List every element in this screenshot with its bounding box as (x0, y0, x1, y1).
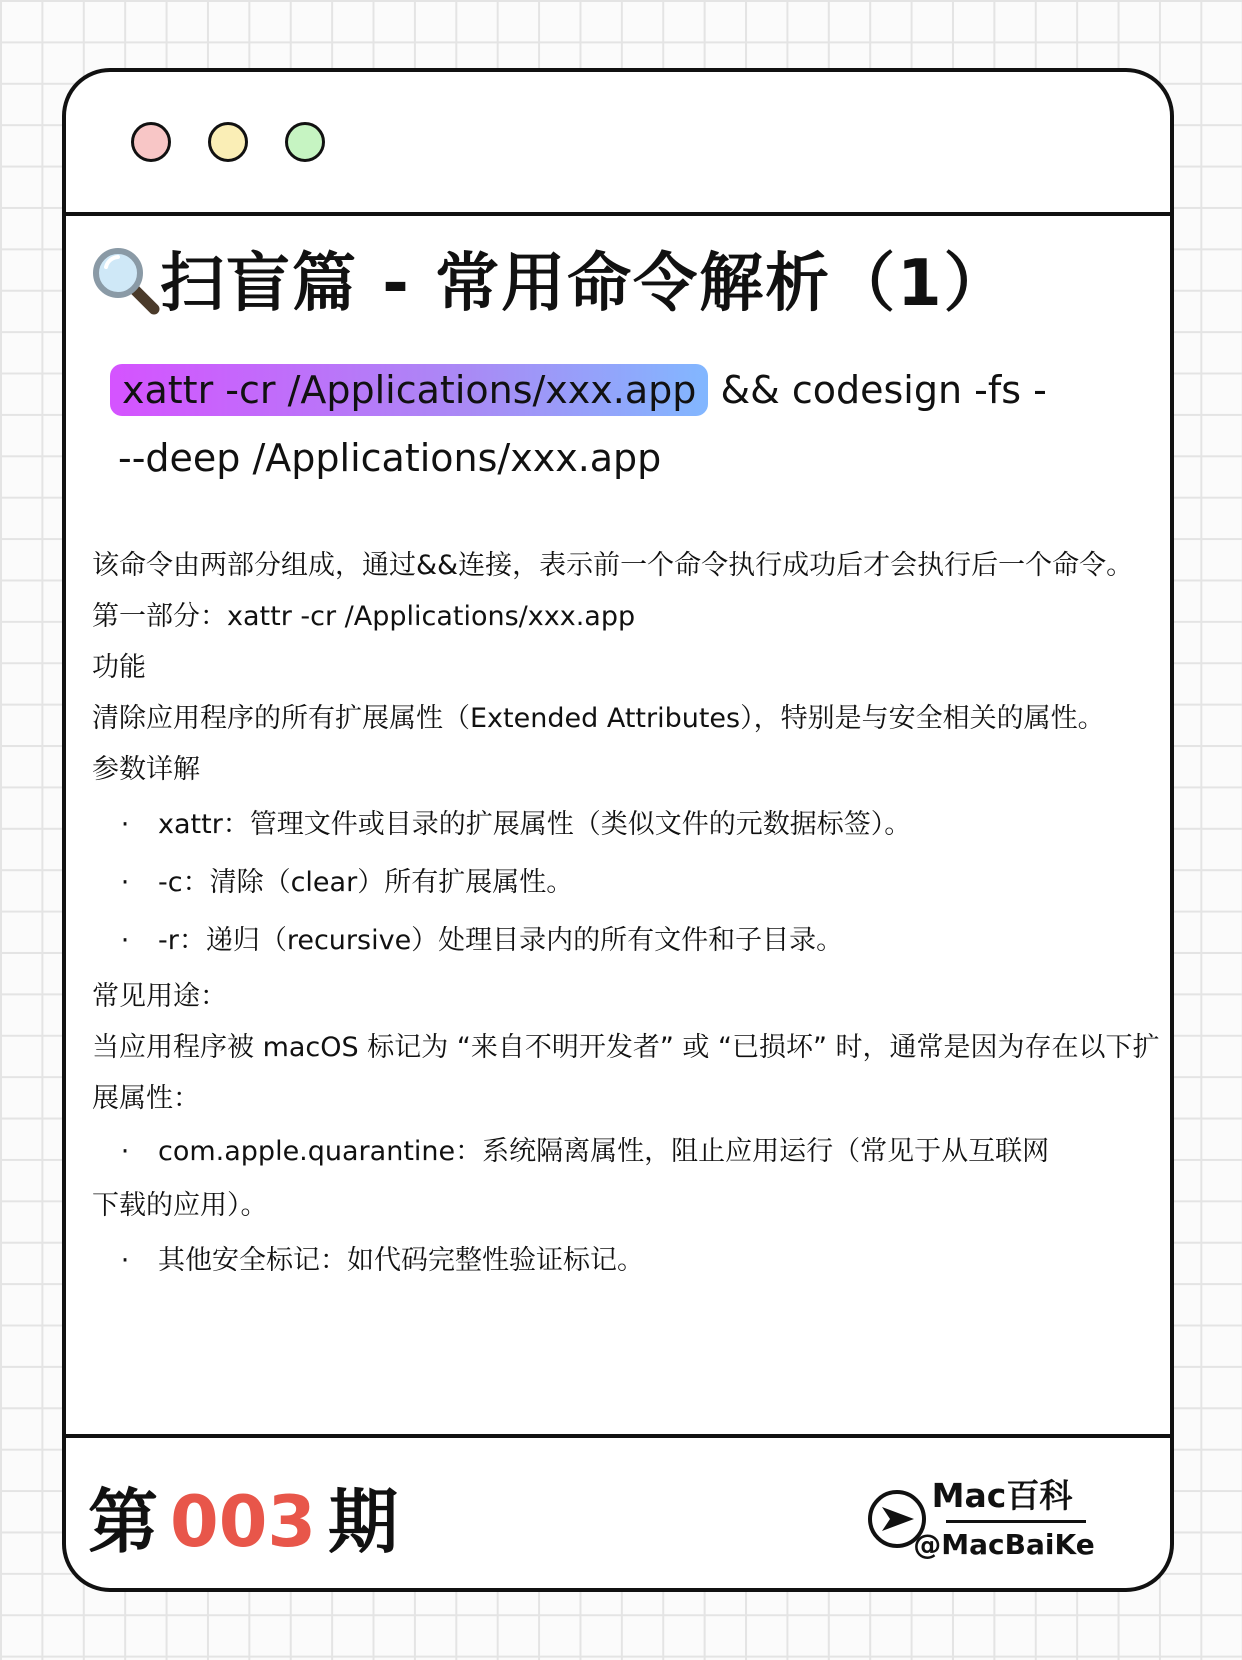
brand-divider (946, 1520, 1086, 1523)
attr-text: com.apple.quarantine：系统隔离属性，阻止应用运行（常见于从互联网 (158, 1136, 1050, 1167)
part1-heading: 第一部分：xattr -cr /Applications/xxx.app (92, 601, 636, 632)
list-item (92, 1233, 1162, 1289)
command-line-2: --deep /Applications/xxx.app (118, 436, 662, 480)
function-text: 清除应用程序的所有扩展属性（Extended Attributes），特别是与安全相关的属性。 (92, 703, 1105, 734)
page-title-text: 扫盲篇 - 常用命令解析（1） (160, 247, 1010, 321)
bullet-dot: · (120, 1245, 130, 1276)
issue-suffix: 期 (328, 1481, 399, 1563)
issue-label (88, 1466, 398, 1567)
params-heading: 参数详解 (92, 754, 200, 785)
issue-prefix: 第 (88, 1481, 158, 1563)
page-title (90, 232, 1010, 324)
param-text: xattr：管理文件或目录的扩展属性（类似文件的元数据标签）。 (158, 809, 912, 840)
intro-text: 该命令由两部分组成，通过&&连接，表示前一个命令执行成功后才会执行后一个命令。 (92, 550, 1134, 581)
attr-text: 其他安全标记：如代码完整性验证标记。 (158, 1245, 644, 1276)
bullet-dot: · (120, 809, 130, 840)
param-text: -r：递归（recursive）处理目录内的所有文件和子目录。 (158, 925, 844, 956)
article-card (62, 68, 1174, 1592)
article-body (92, 540, 1162, 1291)
close-dot-icon[interactable] (131, 122, 171, 162)
footer (66, 1434, 1170, 1588)
brand-name: Mac百科 (931, 1476, 1073, 1515)
minimize-dot-icon[interactable] (208, 122, 248, 162)
window-titlebar (66, 72, 1170, 216)
param-text: -c：清除（clear）所有扩展属性。 (158, 867, 574, 898)
list-item (92, 855, 1162, 911)
usage-heading: 常见用途： (92, 981, 227, 1012)
function-heading: 功能 (92, 652, 146, 683)
command-rest: && codesign -fs - (720, 368, 1047, 412)
bullet-dot: · (120, 867, 130, 898)
command-block (110, 356, 1140, 492)
list-item (92, 797, 1162, 853)
list-item (92, 913, 1162, 969)
magnifier-icon (90, 245, 160, 315)
brand-handle[interactable]: @MacBaiKe (913, 1528, 1095, 1561)
bullet-dot: · (120, 1136, 130, 1167)
issue-number: 003 (170, 1481, 317, 1563)
bullet-dot: · (120, 925, 130, 956)
attr-text-cont: 下载的应用）。 (92, 1190, 268, 1221)
list-item (92, 1124, 1162, 1231)
usage-text: 当应用程序被 macOS 标记为 “来自不明开发者” 或 “已损坏” 时，通常是因为存在以下扩展属性： (92, 1032, 1160, 1114)
command-highlight: xattr -cr /Applications/xxx.app (110, 364, 708, 416)
maximize-dot-icon[interactable] (285, 122, 325, 162)
